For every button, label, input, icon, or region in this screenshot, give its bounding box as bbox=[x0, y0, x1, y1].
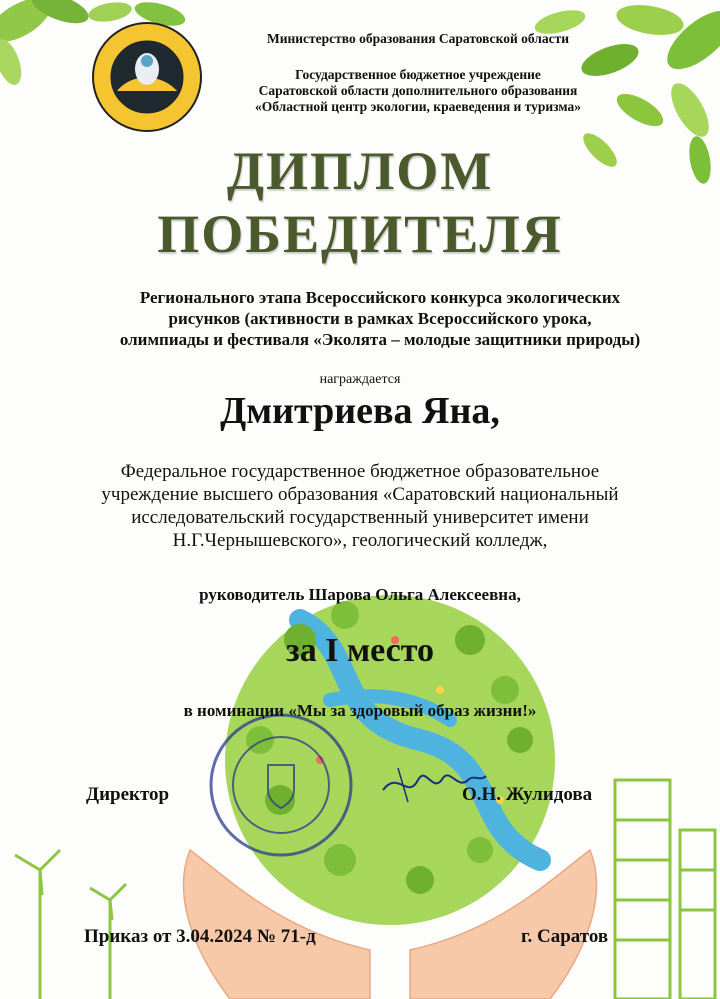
contest-line: Регионального этапа Всероссийского конкурса экологических bbox=[139, 288, 621, 307]
institution-line: «Областной центр экологии, краеведения и туризма» bbox=[255, 99, 581, 114]
wind-turbines bbox=[15, 850, 126, 999]
org-line: Н.Г.Чернышевского», геологический колледж, bbox=[172, 530, 548, 551]
supervisor: руководитель Шарова Ольга Алексеевна, bbox=[199, 585, 521, 604]
ministry-name: Министерство образования Саратовской области bbox=[266, 31, 570, 46]
diploma-title-line2: ПОБЕДИТЕЛЯ bbox=[157, 204, 563, 264]
contest-description bbox=[70, 287, 690, 350]
institution-line: Государственное бюджетное учреждение bbox=[295, 67, 541, 82]
director-label: Директор bbox=[86, 784, 170, 805]
director-name: О.Н. Жулидова bbox=[462, 784, 593, 805]
institution-block bbox=[168, 67, 668, 115]
issue-city: г. Саратов bbox=[521, 926, 609, 947]
recipient-name: Дмитриева Яна, bbox=[220, 390, 500, 432]
city-buildings bbox=[615, 780, 715, 999]
org-line: исследовательский государственный университет имени bbox=[131, 507, 589, 528]
recipient-organization bbox=[60, 460, 660, 552]
contest-line: рисунков (активности в рамках Всероссийского урока, bbox=[168, 309, 592, 328]
award-place: за I место bbox=[286, 632, 434, 669]
contest-line: олимпиады и фестиваля «Эколята – молодые защитники природы) bbox=[119, 330, 641, 349]
official-stamp bbox=[206, 710, 356, 860]
awarded-label: награждается bbox=[319, 372, 401, 387]
institution-line: Саратовской области дополнительного образования bbox=[258, 83, 578, 98]
order-reference: Приказ от 3.04.2024 № 71-д bbox=[84, 926, 316, 947]
org-line: Федеральное государственное бюджетное образовательное bbox=[120, 461, 600, 482]
org-line: учреждение высшего образования «Саратовский национальный bbox=[101, 484, 619, 505]
diploma-title-line1: ДИПЛОМ bbox=[226, 141, 494, 201]
nomination: в номинации «Мы за здоровый образ жизни!» bbox=[183, 701, 537, 720]
